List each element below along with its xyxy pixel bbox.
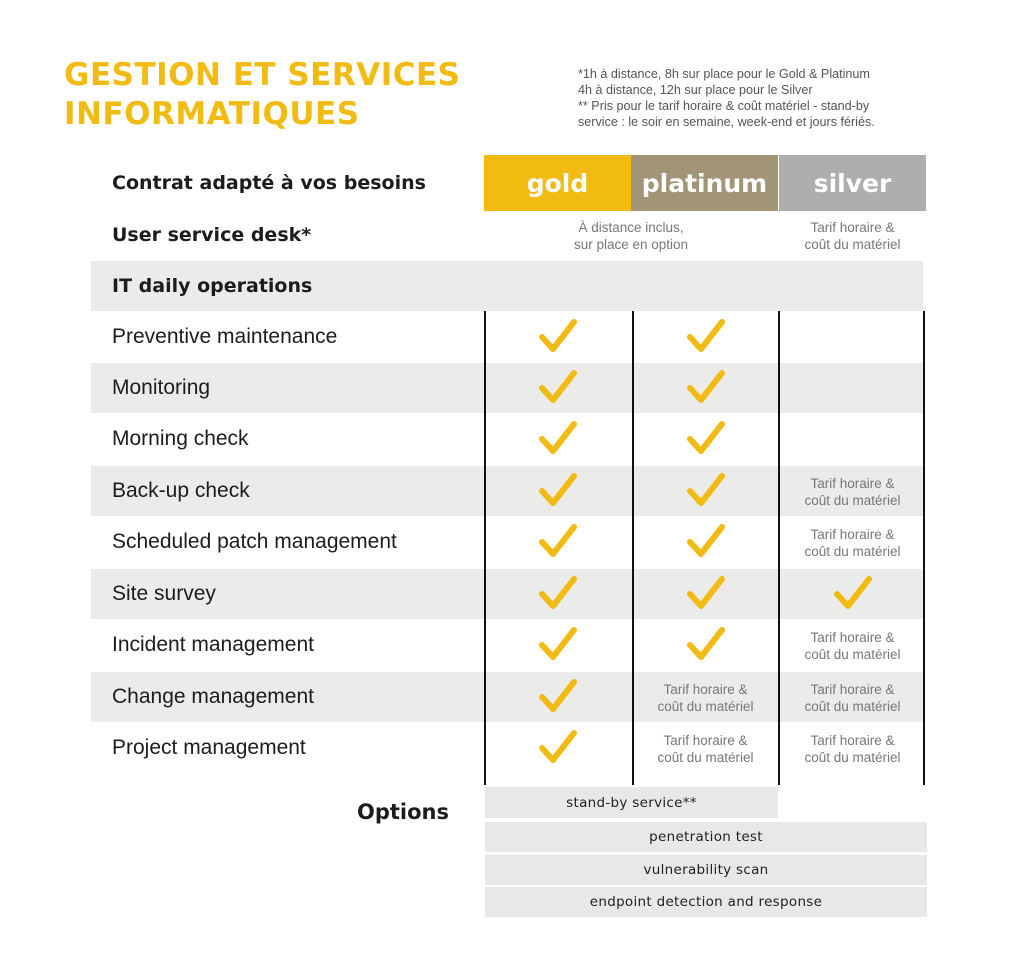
tarif-cell	[632, 676, 779, 720]
row-label: Morning check	[112, 427, 249, 450]
check-icon	[686, 523, 726, 559]
cell-text: Tarif horaire &	[663, 682, 748, 697]
check-icon	[538, 369, 578, 405]
cell-text: Tarif horaire &	[663, 733, 748, 748]
footnote-line: 4h à distance, 12h sur place pour le Silver	[578, 83, 813, 97]
plan-gold-header: gold	[484, 155, 631, 211]
plan-silver-header: silver	[779, 155, 926, 211]
check-icon	[538, 420, 578, 456]
check-icon	[686, 420, 726, 456]
row-label: Scheduled patch management	[112, 530, 397, 553]
cell-text: Tarif horaire &	[810, 682, 895, 697]
option-vulnerability-scan: vulnerability scan	[485, 855, 927, 885]
check-icon	[686, 575, 726, 611]
option-standby: stand-by service**	[485, 787, 778, 818]
service-desk-label: User service desk*	[112, 224, 312, 246]
cell-text: Tarif horaire &	[810, 630, 895, 645]
cell-text: Tarif horaire &	[810, 733, 895, 748]
check-icon	[538, 626, 578, 662]
footnotes	[578, 66, 928, 130]
row-label: Preventive maintenance	[112, 325, 338, 348]
check-icon	[686, 626, 726, 662]
cell-text: coût du matériel	[657, 699, 754, 714]
row-label: Change management	[112, 685, 314, 708]
row-band-monitoring	[91, 363, 923, 413]
check-icon	[686, 472, 726, 508]
tarif-cell	[779, 624, 926, 668]
tarif-cell	[632, 727, 779, 771]
tarif-cell	[779, 676, 926, 720]
service-desk-silver	[779, 212, 926, 260]
cell-text: coût du matériel	[804, 237, 901, 252]
page-title	[64, 56, 461, 134]
options-label: Options	[357, 800, 449, 824]
row-label: Back-up check	[112, 479, 250, 502]
footnote-line: *1h à distance, 8h sur place pour le Gold & Platinum	[578, 67, 870, 81]
check-icon	[538, 472, 578, 508]
service-desk-gold-platinum	[484, 212, 778, 260]
check-icon	[538, 318, 578, 354]
check-icon	[686, 369, 726, 405]
tarif-cell	[779, 470, 926, 514]
check-icon	[538, 575, 578, 611]
footnote-line: ** Pris pour le tarif horaire & coût matériel - stand-by	[578, 99, 870, 113]
tarif-cell	[779, 521, 926, 565]
cell-text: sur place en option	[573, 237, 689, 252]
check-icon	[538, 729, 578, 765]
title-line-1: GESTION ET SERVICES	[64, 57, 461, 93]
check-icon	[538, 523, 578, 559]
column-divider	[484, 311, 486, 785]
check-icon	[538, 678, 578, 714]
cell-text: Tarif horaire &	[810, 220, 895, 235]
title-line-2: INFORMATIQUES	[64, 96, 360, 132]
cell-text: coût du matériel	[804, 699, 901, 714]
cell-text: coût du matériel	[657, 750, 754, 765]
check-icon	[833, 575, 873, 611]
footnote-line: service : le soir en semaine, week-end et jours fériés.	[578, 115, 875, 129]
row-label: Project management	[112, 736, 306, 759]
plan-platinum-header: platinum	[631, 155, 778, 211]
cell-text: coût du matériel	[804, 544, 901, 559]
row-label: Site survey	[112, 582, 216, 605]
option-edr: endpoint detection and response	[485, 887, 927, 917]
row-label: Monitoring	[112, 376, 211, 399]
cell-text: À distance inclus,	[578, 220, 684, 235]
row-label: Incident management	[112, 633, 314, 656]
section-label: IT daily operations	[112, 275, 313, 297]
cell-text: coût du matériel	[804, 493, 901, 508]
cell-text: coût du matériel	[804, 647, 901, 662]
cell-text: coût du matériel	[804, 750, 901, 765]
option-penetration-test: penetration test	[485, 822, 927, 852]
cell-text: Tarif horaire &	[810, 527, 895, 542]
tarif-cell	[779, 727, 926, 771]
cell-text: Tarif horaire &	[810, 476, 895, 491]
check-icon	[686, 318, 726, 354]
header-label: Contrat adapté à vos besoins	[112, 172, 426, 194]
